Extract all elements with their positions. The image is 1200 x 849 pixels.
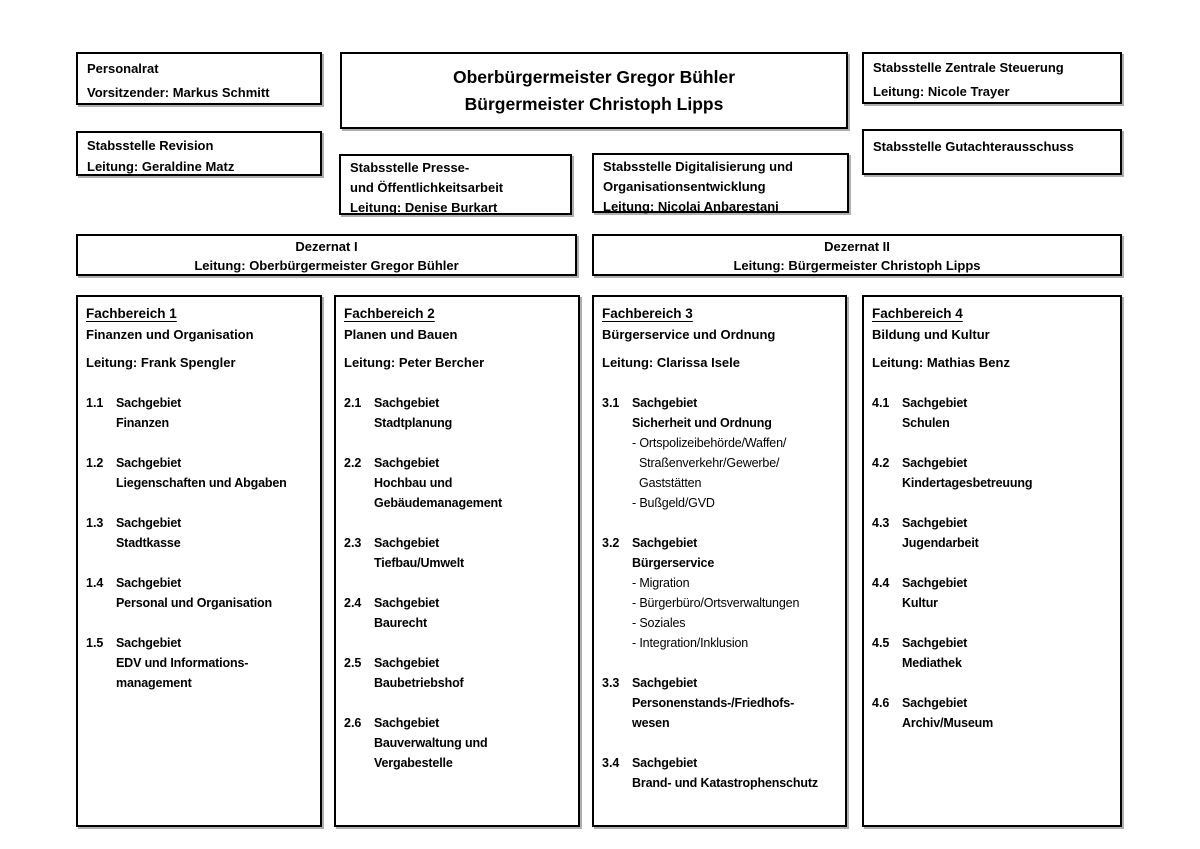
sachgebiet-subitem: - Soziales	[632, 616, 686, 630]
digitalisierung-leitung: Leitung: Nicolai Anbarestani	[603, 199, 779, 214]
presse-title-line2: und Öffentlichkeitsarbeit	[350, 180, 504, 195]
sachgebiet-item	[602, 753, 837, 793]
sachgebiet-label: Sachgebiet	[902, 396, 968, 410]
sachgebiet-label: Sachgebiet	[902, 456, 968, 470]
sachgebiet-label: Sachgebiet	[116, 636, 182, 650]
sachgebiet-name: Hochbau und	[374, 476, 453, 490]
sachgebiet-number: 1.2	[86, 456, 104, 470]
sachgebiet-item	[86, 393, 312, 433]
sachgebiet-name: Archiv/Museum	[902, 716, 994, 730]
sachgebiet-name: Stadtkasse	[116, 536, 181, 550]
sachgebiet-label: Sachgebiet	[374, 596, 440, 610]
sachgebiet-item	[344, 453, 570, 513]
fachbereich-1-subtitle: Finanzen und Organisation	[86, 327, 254, 342]
sachgebiet-name: Personenstands-/Friedhofs-	[632, 696, 795, 710]
sachgebiet-name: Kultur	[902, 596, 938, 610]
sachgebiet-number: 2.6	[344, 716, 362, 730]
fachbereich-1-items	[86, 393, 312, 693]
revision-title: Stabsstelle Revision	[87, 138, 214, 153]
sachgebiet-number: 4.5	[872, 636, 890, 650]
fachbereich-2-items	[344, 393, 570, 773]
sachgebiet-name: Personal und Organisation	[116, 596, 272, 610]
sachgebiet-number: 4.1	[872, 396, 890, 410]
sachgebiet-item	[602, 673, 837, 733]
sachgebiet-name: Kindertagesbetreuung	[902, 476, 1033, 490]
sachgebiet-number: 2.3	[344, 536, 362, 550]
sachgebiet-number: 2.5	[344, 656, 362, 670]
sachgebiet-name: Bürgerservice	[632, 556, 715, 570]
buergermeister-name: Bürgermeister Christoph Lipps	[464, 94, 724, 114]
fachbereich-3-title: Fachbereich 3	[602, 306, 693, 321]
sachgebiet-label: Sachgebiet	[632, 396, 698, 410]
sachgebiet-item	[872, 573, 1112, 613]
sachgebiet-name: Jugendarbeit	[902, 536, 979, 550]
sachgebiet-number: 1.4	[86, 576, 104, 590]
sachgebiet-name: Liegenschaften und Abgaben	[116, 476, 287, 490]
sachgebiet-name: Tiefbau/Umwelt	[374, 556, 465, 570]
sachgebiet-name: Schulen	[902, 416, 950, 430]
fachbereich-1-leitung: Leitung: Frank Spengler	[86, 355, 236, 370]
presse-leitung: Leitung: Denise Burkart	[350, 200, 498, 215]
personalrat-box	[76, 52, 322, 105]
fachbereich-4-leitung: Leitung: Mathias Benz	[872, 355, 1010, 370]
sachgebiet-name: Bauverwaltung und	[374, 736, 488, 750]
sachgebiet-number: 3.3	[602, 676, 620, 690]
zentrale-steuerung-title: Stabsstelle Zentrale Steuerung	[873, 60, 1064, 75]
sachgebiet-name-cont: wesen	[632, 716, 670, 730]
dezernat-2-box	[592, 234, 1122, 276]
fachbereich-3-items	[602, 393, 837, 793]
sachgebiet-number: 3.4	[602, 756, 620, 770]
fachbereich-3-subtitle: Bürgerservice und Ordnung	[602, 327, 776, 342]
sachgebiet-label: Sachgebiet	[902, 576, 968, 590]
sachgebiet-item	[86, 453, 312, 493]
sachgebiet-number: 1.5	[86, 636, 104, 650]
dezernat-1-leitung: Leitung: Oberbürgermeister Gregor Bühler	[194, 258, 459, 273]
sachgebiet-label: Sachgebiet	[374, 536, 440, 550]
sachgebiet-number: 2.1	[344, 396, 362, 410]
sachgebiet-number: 4.6	[872, 696, 890, 710]
fachbereich-4-box	[862, 295, 1122, 827]
sachgebiet-number: 4.2	[872, 456, 890, 470]
fachbereich-1-title: Fachbereich 1	[86, 306, 177, 321]
fachbereich-3-box	[592, 295, 847, 827]
sachgebiet-number: 4.3	[872, 516, 890, 530]
oberbuergermeister-name: Oberbürgermeister Gregor Bühler	[452, 67, 736, 87]
fachbereich-4-subtitle: Bildung und Kultur	[872, 327, 990, 342]
personalrat-title: Personalrat	[87, 61, 159, 76]
sachgebiet-item	[344, 393, 570, 433]
sachgebiet-label: Sachgebiet	[374, 456, 440, 470]
sachgebiet-label: Sachgebiet	[116, 396, 182, 410]
digitalisierung-title-line1: Stabsstelle Digitalisierung und	[603, 159, 793, 174]
sachgebiet-label: Sachgebiet	[632, 756, 698, 770]
sachgebiet-item	[872, 393, 1112, 433]
digitalisierung-title-line2: Organisationsentwicklung	[603, 179, 766, 194]
sachgebiet-item	[872, 633, 1112, 673]
sachgebiet-name: Brand- und Katastrophenschutz	[632, 776, 818, 790]
sachgebiet-item	[344, 533, 570, 573]
sachgebiet-label: Sachgebiet	[632, 676, 698, 690]
sachgebiet-number: 1.1	[86, 396, 104, 410]
fachbereich-4-items	[872, 393, 1112, 733]
sachgebiet-subitem-cont: Gaststätten	[639, 476, 702, 490]
sachgebiet-name: Finanzen	[116, 416, 169, 430]
sachgebiet-subitem-cont: Straßenverkehr/Gewerbe/	[639, 456, 780, 470]
dezernat-1-box	[76, 234, 577, 276]
sachgebiet-name: EDV und Informations-	[116, 656, 249, 670]
sachgebiet-number: 2.2	[344, 456, 362, 470]
gutachterausschuss-title: Stabsstelle Gutachterausschuss	[873, 139, 1074, 154]
leadership-box	[340, 52, 848, 129]
sachgebiet-item	[872, 453, 1112, 493]
sachgebiet-name-cont: Gebäudemanagement	[374, 496, 503, 510]
sachgebiet-item	[86, 633, 312, 693]
sachgebiet-label: Sachgebiet	[374, 396, 440, 410]
sachgebiet-name: Baubetriebshof	[374, 676, 464, 690]
stabsstelle-gutachterausschuss-box	[862, 129, 1122, 175]
fachbereich-2-box	[334, 295, 580, 827]
sachgebiet-item	[344, 593, 570, 633]
sachgebiet-number: 1.3	[86, 516, 104, 530]
sachgebiet-label: Sachgebiet	[902, 636, 968, 650]
sachgebiet-label: Sachgebiet	[374, 656, 440, 670]
sachgebiet-name-cont: Vergabestelle	[374, 756, 453, 770]
sachgebiet-label: Sachgebiet	[374, 716, 440, 730]
sachgebiet-label: Sachgebiet	[116, 516, 182, 530]
stabsstelle-revision-box	[76, 131, 322, 176]
dezernat-1-title: Dezernat I	[295, 239, 358, 254]
sachgebiet-item	[344, 713, 570, 773]
sachgebiet-number: 3.1	[602, 396, 620, 410]
sachgebiet-label: Sachgebiet	[902, 516, 968, 530]
sachgebiet-number: 2.4	[344, 596, 362, 610]
fachbereich-2-leitung: Leitung: Peter Bercher	[344, 355, 485, 370]
sachgebiet-item	[86, 513, 312, 553]
sachgebiet-subitem: - Ortspolizeibehörde/Waffen/	[632, 436, 787, 450]
sachgebiet-subitem: - Bürgerbüro/Ortsverwaltungen	[632, 596, 800, 610]
sachgebiet-item	[872, 693, 1112, 733]
sachgebiet-item	[86, 573, 312, 613]
sachgebiet-item	[602, 533, 837, 653]
sachgebiet-item	[344, 653, 570, 693]
sachgebiet-name: Stadtplanung	[374, 416, 453, 430]
personalrat-chair: Vorsitzender: Markus Schmitt	[87, 85, 270, 100]
sachgebiet-number: 3.2	[602, 536, 620, 550]
sachgebiet-number: 4.4	[872, 576, 890, 590]
fachbereich-2-title: Fachbereich 2	[344, 306, 435, 321]
fachbereich-2-subtitle: Planen und Bauen	[344, 327, 458, 342]
stabsstelle-digitalisierung-box	[592, 153, 849, 213]
fachbereich-1-box	[76, 295, 322, 827]
stabsstelle-presse-box	[339, 154, 572, 215]
zentrale-steuerung-leitung: Leitung: Nicole Trayer	[873, 84, 1010, 99]
sachgebiet-item	[602, 393, 837, 513]
sachgebiet-subitem: - Integration/Inklusion	[632, 636, 749, 650]
dezernat-2-title: Dezernat II	[824, 239, 890, 254]
sachgebiet-name: Sicherheit und Ordnung	[632, 416, 772, 430]
stabsstelle-zentrale-steuerung-box	[862, 52, 1122, 104]
sachgebiet-name: Mediathek	[902, 656, 962, 670]
sachgebiet-label: Sachgebiet	[632, 536, 698, 550]
sachgebiet-label: Sachgebiet	[116, 576, 182, 590]
presse-title-line1: Stabsstelle Presse-	[350, 160, 470, 175]
fachbereich-3-leitung: Leitung: Clarissa Isele	[602, 355, 740, 370]
sachgebiet-name-cont: management	[116, 676, 192, 690]
fachbereich-4-title: Fachbereich 4	[872, 306, 963, 321]
sachgebiet-item	[872, 513, 1112, 553]
sachgebiet-label: Sachgebiet	[902, 696, 968, 710]
sachgebiet-name: Baurecht	[374, 616, 427, 630]
sachgebiet-subitem: - Bußgeld/GVD	[632, 496, 715, 510]
sachgebiet-subitem: - Migration	[632, 576, 690, 590]
sachgebiet-label: Sachgebiet	[116, 456, 182, 470]
dezernat-2-leitung: Leitung: Bürgermeister Christoph Lipps	[733, 258, 981, 273]
revision-leitung: Leitung: Geraldine Matz	[87, 159, 235, 174]
